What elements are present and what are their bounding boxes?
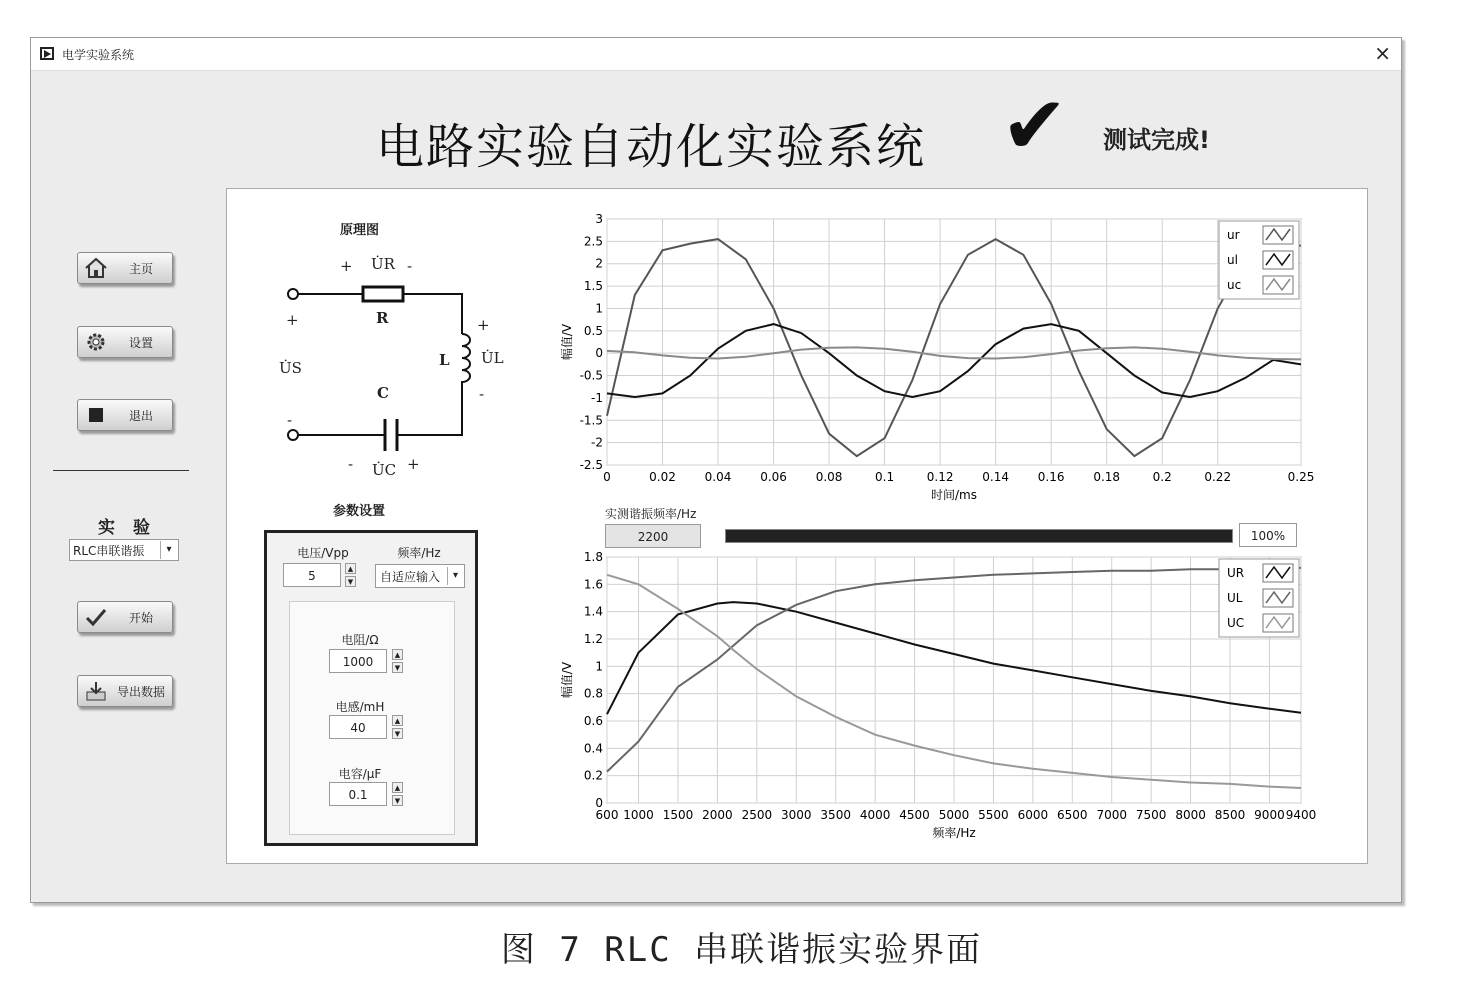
time-chart-y-tick-label: -1 <box>591 390 603 405</box>
freq-chart-x-tick-label: 5500 <box>978 808 1009 822</box>
time-chart-y-tick-label: -2.5 <box>579 458 603 472</box>
time-chart-x-tick-label: 0.14 <box>982 470 1009 484</box>
capacitance-label: 电容/μF <box>338 767 382 781</box>
time-domain-chart <box>557 209 1357 514</box>
settings-label: 设置 <box>128 336 153 350</box>
uc-plus: + <box>407 455 420 473</box>
time-chart-x-tick-label: 0.06 <box>760 470 787 484</box>
capacitance-stepper[interactable] <box>392 782 403 806</box>
chevron-down-icon[interactable]: ▾ <box>160 541 177 559</box>
resistance-input[interactable]: 1000 <box>329 649 387 673</box>
freq-select-value: 自适应输入 <box>380 570 441 584</box>
up-arrow-icon[interactable]: ▲ <box>392 649 403 660</box>
experiment-select-value: RLC串联谐振 <box>73 544 145 558</box>
source-terminal-bottom <box>288 430 298 440</box>
resistor-symbol <box>363 287 403 301</box>
app-window <box>30 37 1402 903</box>
freq-chart-y-tick-label: 0.6 <box>583 714 603 728</box>
inductor-symbol <box>462 334 470 384</box>
inductance-stepper[interactable] <box>392 715 403 739</box>
freq-chart-x-tick-label: 1500 <box>662 808 694 822</box>
ul-label: U̇L <box>481 349 504 367</box>
freq-chart-x-tick-label: 2000 <box>702 808 733 822</box>
voltage-input[interactable]: 5 <box>283 563 341 587</box>
freq-chart-legend-label: UL <box>1227 591 1243 605</box>
frequency-response-chart <box>557 547 1357 852</box>
capacitor-symbol <box>385 419 397 451</box>
uc-minus: - <box>348 455 354 473</box>
capacitance-input[interactable]: 0.1 <box>329 782 387 806</box>
time-chart-x-tick-label: 0 <box>603 470 611 484</box>
title-bar <box>31 38 1401 71</box>
freq-chart-legend-label: UR <box>1227 566 1245 580</box>
freq-chart-x-tick-label: 600 <box>595 808 619 822</box>
freq-chart-x-tick-label: 2500 <box>741 808 773 822</box>
voltage-stepper[interactable] <box>345 563 356 587</box>
resistance-stepper[interactable] <box>392 649 403 673</box>
ur-minus: - <box>407 257 413 275</box>
us-label: U̇S <box>279 359 302 377</box>
freq-chart-y-tick-label: 0.4 <box>583 741 603 756</box>
time-chart-x-tick-label: 0.1 <box>875 470 895 484</box>
exit-label: 退出 <box>128 409 153 423</box>
us-plus: + <box>286 311 299 329</box>
close-button[interactable]: × <box>1374 41 1391 65</box>
time-chart-legend-label: uc <box>1227 278 1242 292</box>
freq-chart-y-tick-label: 1.8 <box>583 550 603 564</box>
time-chart-y-tick-label: 0.5 <box>583 323 603 338</box>
c-label: C <box>377 384 389 402</box>
status-text: 测试完成! <box>1103 126 1210 154</box>
time-chart-x-tick-label: 0.22 <box>1204 470 1232 484</box>
export-button[interactable] <box>77 675 173 707</box>
schematic-title: 原理图 <box>340 223 380 238</box>
freq-chart-y-tick-label: 0.8 <box>583 686 603 701</box>
time-chart-y-tick-label: -0.5 <box>579 368 603 383</box>
voltage-label: 电压/Vpp <box>297 546 349 560</box>
freq-chart-y-axis-label: 幅值/V <box>560 661 574 699</box>
time-chart-legend-label: ul <box>1227 253 1238 267</box>
up-arrow-icon[interactable]: ▲ <box>345 563 356 574</box>
time-chart-x-tick-label: 0.2 <box>1152 470 1172 484</box>
resistance-label: 电阻/Ω <box>341 633 379 647</box>
source-terminal-top <box>288 289 298 299</box>
checkmark-icon: ✔ <box>1001 79 1069 172</box>
resonance-freq-label: 实测谐振频率/Hz <box>605 507 697 521</box>
start-button[interactable] <box>77 601 173 633</box>
home-label: 主页 <box>128 262 153 276</box>
time-chart-x-tick-label: 0.04 <box>704 470 732 484</box>
app-icon <box>40 47 54 60</box>
time-chart-x-tick-label: 0.16 <box>1037 470 1065 484</box>
freq-chart-x-tick-label: 8000 <box>1175 808 1206 822</box>
freq-chart-y-tick-label: 0.2 <box>583 768 603 783</box>
time-chart-y-tick-label: -1.5 <box>579 413 603 428</box>
params-panel <box>264 530 478 846</box>
freq-chart-x-tick-label: 3500 <box>820 808 851 822</box>
freq-chart-x-tick-label: 9400 <box>1285 808 1317 822</box>
uc-label: U̇C <box>372 461 397 479</box>
down-arrow-icon[interactable]: ▼ <box>392 795 403 806</box>
ur-label: U̇R <box>371 255 395 273</box>
freq-chart-x-tick-label: 8500 <box>1214 808 1246 822</box>
progress-bar <box>725 529 1233 543</box>
freq-chart-x-tick-label: 7500 <box>1135 808 1167 822</box>
exit-button[interactable] <box>77 399 173 431</box>
freq-chart-y-tick-label: 1 <box>595 659 603 674</box>
down-arrow-icon[interactable]: ▼ <box>392 728 403 739</box>
resonance-freq-value: 2200 <box>605 524 701 548</box>
l-label: L <box>439 351 450 369</box>
progress-fill <box>726 530 1232 542</box>
down-arrow-icon[interactable]: ▼ <box>392 662 403 673</box>
time-chart-legend-label: ur <box>1227 228 1240 242</box>
main-title: 电路实验自动化实验系统 <box>376 119 927 175</box>
freq-chart-x-tick-label: 9000 <box>1254 808 1285 822</box>
start-label: 开始 <box>128 611 153 625</box>
time-chart-y-axis-label: 幅值/V <box>560 323 574 361</box>
time-chart-y-tick-label: -2 <box>591 435 603 450</box>
experiment-label: 实 验 <box>98 518 156 538</box>
freq-chart-x-tick-label: 3000 <box>780 808 812 822</box>
freq-chart-x-tick-label: 6500 <box>1057 808 1088 822</box>
freq-label: 频率/Hz <box>397 546 441 560</box>
window-title: 电学实验系统 <box>62 48 135 62</box>
experiment-select[interactable] <box>69 539 179 561</box>
freq-chart-y-tick-label: 0 <box>595 796 603 810</box>
us-minus: - <box>287 411 293 429</box>
time-chart-y-tick-label: 1 <box>595 301 603 316</box>
home-icon <box>84 257 108 279</box>
export-label: 导出数据 <box>116 685 165 699</box>
rlc-params-box <box>289 601 455 835</box>
inductance-input[interactable]: 40 <box>329 715 387 739</box>
freq-chart-x-tick-label: 4500 <box>899 808 930 822</box>
ul-plus: + <box>477 316 490 334</box>
gear-icon <box>84 331 108 353</box>
ul-minus: - <box>479 385 485 403</box>
freq-chart-x-tick-label: 7000 <box>1096 808 1128 822</box>
freq-chart-x-tick-label: 6000 <box>1017 808 1049 822</box>
time-chart-x-tick-label: 0.12 <box>926 470 954 484</box>
time-chart-y-tick-label: 2.5 <box>583 234 603 249</box>
content-panel <box>226 188 1368 864</box>
params-title: 参数设置 <box>333 504 386 519</box>
settings-button[interactable] <box>77 326 173 358</box>
ur-plus: + <box>340 257 353 275</box>
stop-icon <box>84 404 108 426</box>
freq-select[interactable] <box>375 564 465 588</box>
time-chart-x-tick-label: 0.25 <box>1287 470 1315 484</box>
time-chart-plot-area <box>607 219 1301 465</box>
home-button[interactable] <box>77 252 173 284</box>
nav-divider <box>53 470 189 471</box>
time-chart-y-tick-label: 2 <box>595 256 603 271</box>
freq-chart-y-tick-label: 1.2 <box>583 632 603 646</box>
down-arrow-icon[interactable]: ▼ <box>345 576 356 587</box>
time-chart-x-tick-label: 0.18 <box>1093 470 1121 484</box>
figure-caption: 图 7 RLC 串联谐振实验界面 <box>500 930 983 970</box>
freq-chart-y-tick-label: 1.6 <box>583 577 603 592</box>
r-label: R <box>376 309 389 327</box>
freq-chart-legend-label: UC <box>1227 616 1245 630</box>
export-icon <box>84 680 108 702</box>
time-chart-x-axis-label: 时间/ms <box>931 488 977 502</box>
freq-chart-x-tick-label: 1000 <box>623 808 654 822</box>
time-chart-y-tick-label: 0 <box>595 346 603 361</box>
freq-chart-x-tick-label: 4000 <box>859 808 891 822</box>
inductance-label: 电感/mH <box>335 700 385 714</box>
progress-percent: 100% <box>1239 523 1297 547</box>
freq-chart-x-tick-label: 5000 <box>938 808 970 822</box>
freq-chart-y-tick-label: 1.4 <box>583 604 603 619</box>
time-chart-x-tick-label: 0.02 <box>649 470 676 484</box>
time-chart-x-tick-label: 0.08 <box>815 470 843 484</box>
time-chart-y-tick-label: 1.5 <box>583 279 603 294</box>
up-arrow-icon[interactable]: ▲ <box>392 782 403 793</box>
freq-chart-x-axis-label: 频率/Hz <box>932 826 976 840</box>
time-chart-y-tick-label: 3 <box>595 212 603 226</box>
chevron-down-icon[interactable]: ▾ <box>447 567 463 585</box>
up-arrow-icon[interactable]: ▲ <box>392 715 403 726</box>
checkmark-pen-icon <box>84 606 108 628</box>
